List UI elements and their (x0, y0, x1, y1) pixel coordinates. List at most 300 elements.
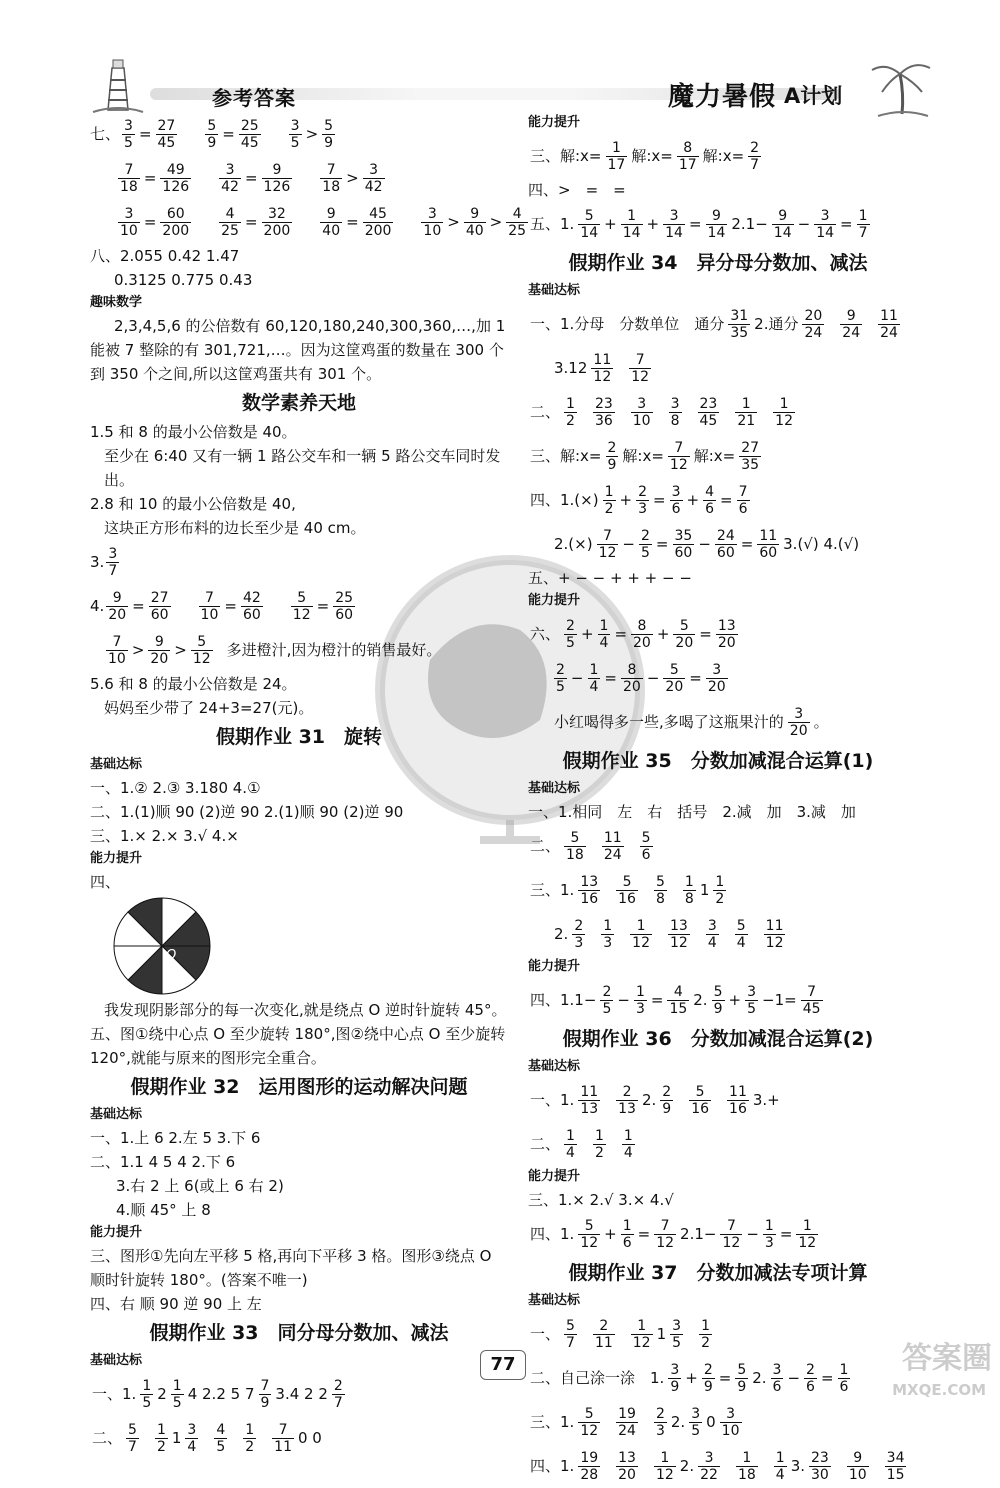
fraction (774, 1451, 787, 1482)
numerator: 2 (655, 1406, 665, 1422)
hw37-3 (528, 1400, 908, 1444)
s3-label: 3. (90, 553, 105, 571)
numerator: 9 (840, 309, 862, 325)
expr-text: 一、1. (530, 1091, 575, 1109)
numerator: 5 (578, 1219, 600, 1235)
denominator: 5 (602, 1001, 612, 1017)
fraction (654, 1219, 676, 1250)
expr-text: 3.(√) 4.(√) (783, 535, 860, 553)
denominator: 10 (848, 1467, 867, 1483)
hw36-2 (528, 1122, 908, 1166)
hw34-imp2 (528, 656, 908, 700)
hw34-improve: 能力提升 (528, 593, 581, 608)
denominator: 12 (669, 935, 688, 951)
fraction (739, 441, 761, 472)
fraction (219, 163, 241, 194)
numerator: 3 (219, 163, 241, 179)
q7-row-3-expr (116, 206, 530, 239)
numerator: 1 (245, 1422, 255, 1438)
expr-text: = (718, 1369, 732, 1387)
denominator: 35 (741, 457, 760, 473)
fraction (716, 619, 738, 650)
fraction (720, 1219, 742, 1250)
expr-text: 二、 (92, 1429, 123, 1447)
denominator: 4 (775, 1467, 785, 1483)
denominator: 60 (150, 607, 169, 623)
denominator: 45 (240, 135, 259, 151)
numerator: 2 (616, 1085, 638, 1101)
fraction (262, 163, 293, 194)
hw32-3: 三、图形①先向左平移 5 格,再向下平移 3 格。图形③绕点 O 顺时针旋转 180°。(答案不唯一) (90, 1247, 492, 1289)
fraction (126, 1423, 139, 1454)
expr-text: 二、 (530, 403, 561, 421)
numerator: 1 (606, 141, 628, 157)
hw35-3-expr (528, 874, 728, 907)
left-column (90, 112, 527, 1460)
denominator: 6 (622, 1235, 632, 1251)
numerator: 7 (654, 1219, 676, 1235)
expr-text: 0 (706, 1413, 716, 1431)
numerator: 11 (729, 1084, 747, 1100)
expr-text: 解:x= (702, 147, 745, 165)
fraction (630, 919, 652, 950)
hw34-1 (528, 302, 908, 346)
hw31-4-text: 我发现阴影部分的每一次变化,就是绕点 O 逆时针旋转 45°。 (104, 1001, 507, 1019)
numerator: 9 (106, 591, 128, 607)
denominator: 5 (172, 1395, 182, 1411)
fraction (601, 919, 614, 950)
denominator: 9 (703, 1379, 713, 1395)
fraction (616, 1407, 638, 1438)
hw34-3-expr (528, 440, 763, 473)
fraction (735, 919, 748, 950)
denominator: 12 (669, 457, 688, 473)
numerator: 2 (556, 662, 565, 678)
fraction (160, 163, 191, 194)
hw35-3 (528, 868, 908, 912)
s5-line-2: 妈妈至少带了 24+3=27(元)。 (104, 699, 314, 717)
fraction (654, 1407, 667, 1438)
denominator: 42 (364, 179, 383, 195)
denominator: 12 (798, 1235, 817, 1251)
hw32-1: 一、1.上 6 2.左 5 3.下 6 (90, 1129, 261, 1147)
expr-text: 一、1. (92, 1385, 137, 1403)
hw34-4 (528, 478, 908, 522)
denominator: 20 (675, 635, 694, 651)
fraction (106, 635, 128, 666)
numerator: 9 (320, 207, 342, 223)
numerator: 3 (814, 209, 836, 225)
expr-text: = (820, 1369, 834, 1387)
denominator: 3 (574, 935, 584, 951)
numerator: 5 (736, 918, 746, 934)
hw36-4-expr (528, 1218, 820, 1251)
denominator: 9 (324, 135, 334, 151)
numerator: 2 (602, 984, 612, 1000)
expr-text: 2.通分 (754, 315, 799, 333)
fraction (554, 663, 567, 694)
fraction (363, 163, 385, 194)
denominator: 36 (594, 413, 613, 429)
denominator: 42 (221, 179, 239, 195)
denominator: 7 (108, 563, 118, 579)
numerator: 9 (847, 1451, 869, 1467)
numerator: 7 (199, 591, 221, 607)
expr-text: + (728, 991, 742, 1009)
numerator: 7 (260, 1378, 270, 1394)
hw37-1 (528, 1312, 908, 1356)
numerator: 1 (635, 984, 645, 1000)
denominator: 60 (674, 545, 693, 561)
numerator: 1 (156, 1422, 166, 1438)
expr-text: 1 (656, 1325, 667, 1343)
fraction (663, 209, 685, 240)
expr-text: + (656, 625, 670, 643)
numerator: 1 (566, 1128, 575, 1144)
denominator: 3 (635, 1001, 645, 1017)
denominator: 4 (589, 679, 599, 695)
hw35-2-expr (528, 830, 655, 863)
expr-text: 4 2.2 5 7 (187, 1385, 255, 1403)
hw34-2-expr (528, 396, 797, 429)
numerator: 1 (735, 397, 757, 413)
numerator: 5 (673, 619, 695, 635)
denominator: 126 (263, 179, 291, 195)
q7-row-2-expr (116, 162, 387, 195)
hw33-title: 假期作业 33 同分母分数加、减法 (149, 1322, 449, 1344)
hw34-2 (528, 390, 908, 434)
expr-text: 三、解:x= (530, 447, 602, 465)
fraction (600, 985, 613, 1016)
fraction (727, 1085, 749, 1116)
expr-text: − (646, 669, 660, 687)
hw37-3-expr (528, 1406, 744, 1439)
fraction (669, 397, 682, 428)
lighthouse-icon (88, 56, 148, 116)
fraction (629, 353, 651, 384)
expr-text: 1 (171, 1429, 182, 1447)
fraction (363, 207, 394, 238)
expr-text: = (650, 991, 664, 1009)
numerator: 2 (750, 140, 760, 156)
expr-text: 2. (641, 1091, 657, 1109)
denominator: 6 (839, 1379, 849, 1395)
fraction (663, 663, 685, 694)
denominator: 12 (292, 607, 311, 623)
fraction (578, 1451, 600, 1482)
denominator: 18 (322, 179, 341, 195)
expr-text: = (779, 1225, 793, 1243)
numerator: 3 (706, 663, 728, 679)
numerator: 5 (737, 1362, 747, 1378)
numerator: 1 (630, 919, 652, 935)
numerator: 11 (603, 830, 622, 846)
numerator: 1 (589, 662, 599, 678)
expr-text: 解:x= (693, 447, 736, 465)
fraction (185, 1423, 198, 1454)
numerator: 4 (216, 1422, 226, 1438)
fraction (788, 707, 810, 738)
numerator: 2 (566, 618, 575, 634)
denominator: 16 (691, 1101, 710, 1117)
hw36-improve: 能力提升 (528, 1169, 581, 1184)
denominator: 60 (242, 607, 261, 623)
denominator: 60 (759, 545, 778, 561)
numerator: 2 (593, 1319, 615, 1335)
expr-text: 3.+ (752, 1091, 780, 1109)
fraction (639, 529, 652, 560)
fraction (736, 1451, 758, 1482)
denominator: 25 (508, 223, 527, 239)
fraction (593, 1319, 615, 1350)
denominator: 20 (633, 635, 651, 651)
numerator: 25 (240, 118, 259, 134)
numerator: 20 (804, 308, 823, 324)
expr-text: = (637, 1225, 651, 1243)
denominator: 11 (274, 1439, 292, 1455)
s3-line (90, 540, 508, 584)
denominator: 14 (665, 225, 683, 241)
expr-text: = (244, 169, 258, 187)
fraction (597, 529, 619, 560)
fraction (771, 1363, 784, 1394)
expr-text: − (570, 669, 584, 687)
denominator: 12 (580, 1235, 599, 1251)
expr-text: = (688, 215, 702, 233)
fraction (720, 1407, 742, 1438)
expr-text: 3.12 (554, 359, 588, 377)
fraction (728, 309, 750, 340)
fraction (564, 831, 586, 862)
q7-row-1 (90, 112, 508, 156)
numerator: 9 (148, 635, 170, 651)
expr-text: = (143, 169, 157, 187)
hw35-basic: 基础达标 (528, 781, 581, 796)
hw32-2c: 4.顺 45° 上 8 (116, 1201, 211, 1219)
denominator: 24 (618, 1423, 636, 1439)
hw34-imp3 (528, 700, 908, 744)
fraction (654, 875, 667, 906)
numerator: 2 (333, 1378, 343, 1394)
fraction (636, 485, 649, 516)
r3 (528, 134, 908, 178)
fraction (668, 919, 690, 950)
hw31-5: 五、图①绕中心点 O 至少旋转 180°,图②绕中心点 O 至少旋转 120°,就能与原来的图形完全重合。 (90, 1025, 506, 1067)
fraction (106, 547, 119, 578)
denominator: 17 (607, 157, 626, 173)
numerator: 1 (631, 1319, 653, 1335)
expr-text: + (685, 1369, 698, 1387)
fraction (712, 985, 725, 1016)
fraction (706, 663, 728, 694)
numerator: 27 (157, 118, 176, 134)
fraction (320, 163, 342, 194)
denominator: 4 (707, 935, 717, 951)
denominator: 4 (599, 635, 609, 651)
numerator: 3 (698, 1451, 720, 1467)
expr-text: + (604, 1225, 617, 1243)
expr-text: − (617, 991, 630, 1009)
expr-text: −1= (762, 991, 797, 1009)
rotation-figure-wrap (90, 894, 508, 998)
hw36-title: 假期作业 36 分数加减混合运算(2) (562, 1028, 874, 1050)
fraction (148, 635, 170, 666)
hw33-1-expr (90, 1378, 347, 1411)
denominator: 14 (816, 225, 835, 241)
fraction (593, 1129, 606, 1160)
fraction (622, 1129, 635, 1160)
fraction (272, 1423, 294, 1454)
denominator: 7 (128, 1439, 137, 1455)
fraction (640, 831, 653, 862)
numerator: 1 (623, 1128, 633, 1144)
fraction (713, 875, 726, 906)
fraction (796, 1219, 818, 1250)
fraction (191, 635, 213, 666)
numerator: 3 (671, 484, 681, 500)
expr-text: − (787, 1369, 801, 1387)
denominator: 5 (641, 545, 650, 561)
fraction (320, 207, 342, 238)
expr-text: > (447, 213, 460, 231)
fraction (698, 397, 720, 428)
fun-math-text: 2,3,4,5,6 的公倍数有 60,120,180,240,300,360,…,加 1 能被 7 整除的有 301,721,…。因为这筐鸡蛋的数量在 300 个到 350 个之间,所以这筐鸡蛋共有 301 个。 (90, 317, 506, 383)
denominator: 60 (335, 607, 354, 623)
fraction (634, 985, 647, 1016)
numerator: 3 (747, 984, 756, 1000)
numerator: 1 (172, 1378, 182, 1394)
fraction (735, 397, 757, 428)
expr-text: 二、自己涂一涂 1. (530, 1369, 665, 1387)
fraction (804, 1363, 817, 1394)
fraction (801, 985, 823, 1016)
denominator: 18 (120, 179, 138, 195)
fraction (631, 397, 653, 428)
brand-suffix: A计划 (784, 84, 843, 108)
fraction (506, 207, 528, 238)
expr-text: − (698, 535, 711, 553)
fraction (322, 119, 335, 150)
numerator: 3 (631, 397, 653, 413)
numerator: 9 (262, 163, 293, 179)
fraction (631, 619, 653, 650)
denominator: 2 (245, 1439, 255, 1455)
numerator: 1 (684, 874, 694, 890)
denominator: 3 (764, 1235, 774, 1251)
expr-text: 五、1. (530, 215, 575, 233)
hw36-2-expr (528, 1128, 637, 1161)
fraction (660, 1085, 673, 1116)
q7-row-3 (90, 200, 527, 244)
numerator: 9 (706, 209, 728, 225)
fraction (703, 485, 716, 516)
hw34-imp1-expr (528, 618, 740, 651)
fraction (689, 1407, 702, 1438)
denominator: 20 (717, 635, 736, 651)
hw35-4-expr (528, 984, 825, 1017)
numerator: 3 (290, 118, 300, 134)
hw32-basic: 基础达标 (90, 1107, 143, 1122)
s4-compare (90, 628, 508, 672)
expr-text: 1 (699, 881, 710, 899)
denominator: 9 (260, 1395, 270, 1411)
expr-text: = (222, 125, 235, 143)
fraction (616, 1451, 638, 1482)
denominator: 8 (684, 891, 694, 907)
numerator: 13 (669, 918, 688, 934)
numerator: 4 (506, 207, 528, 223)
numerator: 1 (603, 918, 613, 934)
numerator: 2 (662, 1084, 672, 1100)
fraction (606, 441, 619, 472)
fraction (219, 207, 241, 238)
denominator: 4 (736, 935, 746, 951)
numerator: 5 (191, 635, 213, 651)
fraction (772, 209, 794, 240)
fraction (689, 1085, 711, 1116)
numerator: 24 (716, 528, 735, 544)
header-label: 参考答案 (212, 86, 296, 110)
denominator: 12 (192, 651, 211, 667)
expr-text: = (346, 213, 359, 231)
hw32-improve: 能力提升 (90, 1225, 143, 1240)
fraction (621, 209, 643, 240)
numerator: 32 (262, 207, 293, 223)
denominator: 14 (773, 225, 792, 241)
fraction (745, 985, 758, 1016)
numerator: 8 (621, 663, 643, 679)
numerator: 1 (594, 1128, 604, 1144)
numerator: 3 (118, 207, 140, 223)
numerator: 1 (654, 1451, 676, 1467)
fraction (814, 209, 836, 240)
fraction (155, 1423, 168, 1454)
denominator: 6 (671, 501, 681, 517)
denominator: 15 (669, 1001, 688, 1017)
denominator: 35 (730, 325, 749, 341)
hw33-1 (90, 1372, 508, 1416)
fraction (160, 207, 191, 238)
fraction (118, 163, 140, 194)
fraction (214, 1423, 227, 1454)
denominator: 40 (322, 223, 341, 239)
denominator: 24 (880, 325, 898, 341)
denominator: 200 (162, 223, 190, 239)
denominator: 3 (638, 501, 648, 517)
denominator: 20 (665, 679, 684, 695)
expr-text: 二、 (530, 837, 561, 855)
numerator: 7 (801, 985, 823, 1001)
hw36-1-expr (528, 1084, 782, 1117)
hw36-basic: 基础达标 (528, 1059, 581, 1074)
expr-text: 2 (157, 1385, 167, 1403)
denominator: 8 (655, 891, 665, 907)
expr-text: = (740, 535, 754, 553)
numerator: 1 (764, 1218, 774, 1234)
denominator: 6 (705, 501, 715, 517)
numerator: 25 (335, 590, 354, 606)
fraction (616, 875, 638, 906)
denominator: 20 (707, 679, 726, 695)
denominator: 5 (566, 635, 575, 651)
denominator: 5 (216, 1439, 226, 1455)
numerator: 34 (886, 1450, 905, 1466)
expr-text: 小红喝得多一些,多喝了这瓶果汁的 (554, 713, 784, 731)
denominator: 200 (364, 223, 392, 239)
fraction (106, 591, 128, 622)
denominator: 45 (699, 413, 718, 429)
expr-text: 2. (693, 991, 708, 1009)
